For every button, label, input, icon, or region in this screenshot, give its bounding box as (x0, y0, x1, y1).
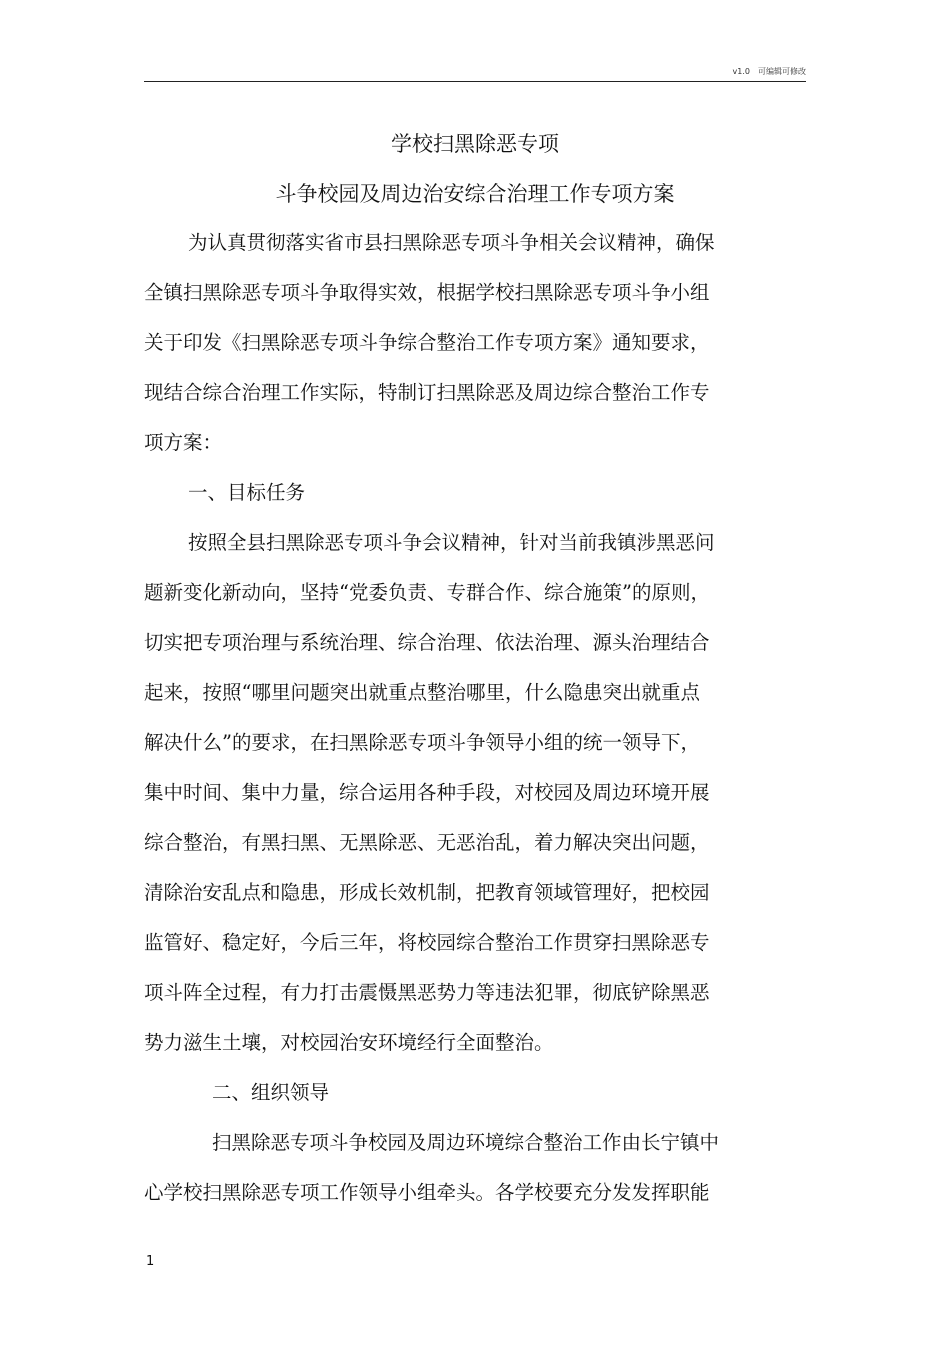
body-line: 集中时间、集中力量，综合运用各种手段，对校园及周边环境开展 (144, 781, 710, 804)
document-title-line-1: 学校扫黑除恶专项 (391, 132, 559, 156)
body-line: 题新变化新动向，坚持“党委负责、专群合作、综合施策”的原则， (144, 581, 710, 604)
body-line: 清除治安乱点和隐患，形成长效机制，把教育领域管理好，把校园 (144, 881, 710, 904)
body-line: 为认真贯彻落实省市县扫黑除恶专项斗争相关会议精神，确保 (188, 231, 715, 254)
body-line: 现结合综合治理工作实际，特制订扫黑除恶及周边综合整治工作专 (144, 381, 710, 404)
document-title-line-2: 斗争校园及周边治安综合治理工作专项方案 (275, 182, 675, 206)
body-line: 关于印发《扫黑除恶专项斗争综合整治工作专项方案》通知要求， (144, 331, 710, 354)
body-line: 按照全县扫黑除恶专项斗争会议精神，针对当前我镇涉黑恶问 (188, 531, 715, 554)
body-line: 项方案： (144, 431, 223, 454)
page-number: 1 (146, 1254, 155, 1269)
body-line: 势力滋生土壤，对校园治安环境经行全面整治。 (144, 1031, 554, 1054)
body-line: 综合整治，有黑扫黑、无黑除恶、无恶治乱，着力解决突出问题， (144, 831, 710, 854)
body-line: 全镇扫黑除恶专项斗争取得实效，根据学校扫黑除恶专项斗争小组 (144, 281, 710, 304)
body-line: 起来，按照“哪里问题突出就重点整治哪里，什么隐患突出就重点 (144, 681, 700, 704)
body-line: 解决什么”的要求，在扫黑除恶专项斗争领导小组的统一领导下， (144, 731, 700, 754)
section-heading-goals: 一、目标任务 (188, 481, 306, 504)
section-heading-organization: 二、组织领导 (212, 1081, 330, 1104)
body-line: 心学校扫黑除恶专项工作领导小组牵头。各学校要充分发发挥职能 (144, 1181, 710, 1204)
body-line: 切实把专项治理与系统治理、综合治理、依法治理、源头治理结合 (144, 631, 710, 654)
header-version-note: v1.0 可编辑可修改 (732, 67, 806, 76)
body-line: 项斗阵全过程，有力打击震慑黑恶势力等违法犯罪，彻底铲除黑恶 (144, 981, 710, 1004)
body-line: 监管好、稳定好，今后三年，将校园综合整治工作贯穿扫黑除恶专 (144, 931, 710, 954)
header-divider (144, 81, 806, 82)
body-line: 扫黑除恶专项斗争校园及周边环境综合整治工作由长宁镇中 (212, 1131, 720, 1154)
document-body (144, 218, 806, 1218)
